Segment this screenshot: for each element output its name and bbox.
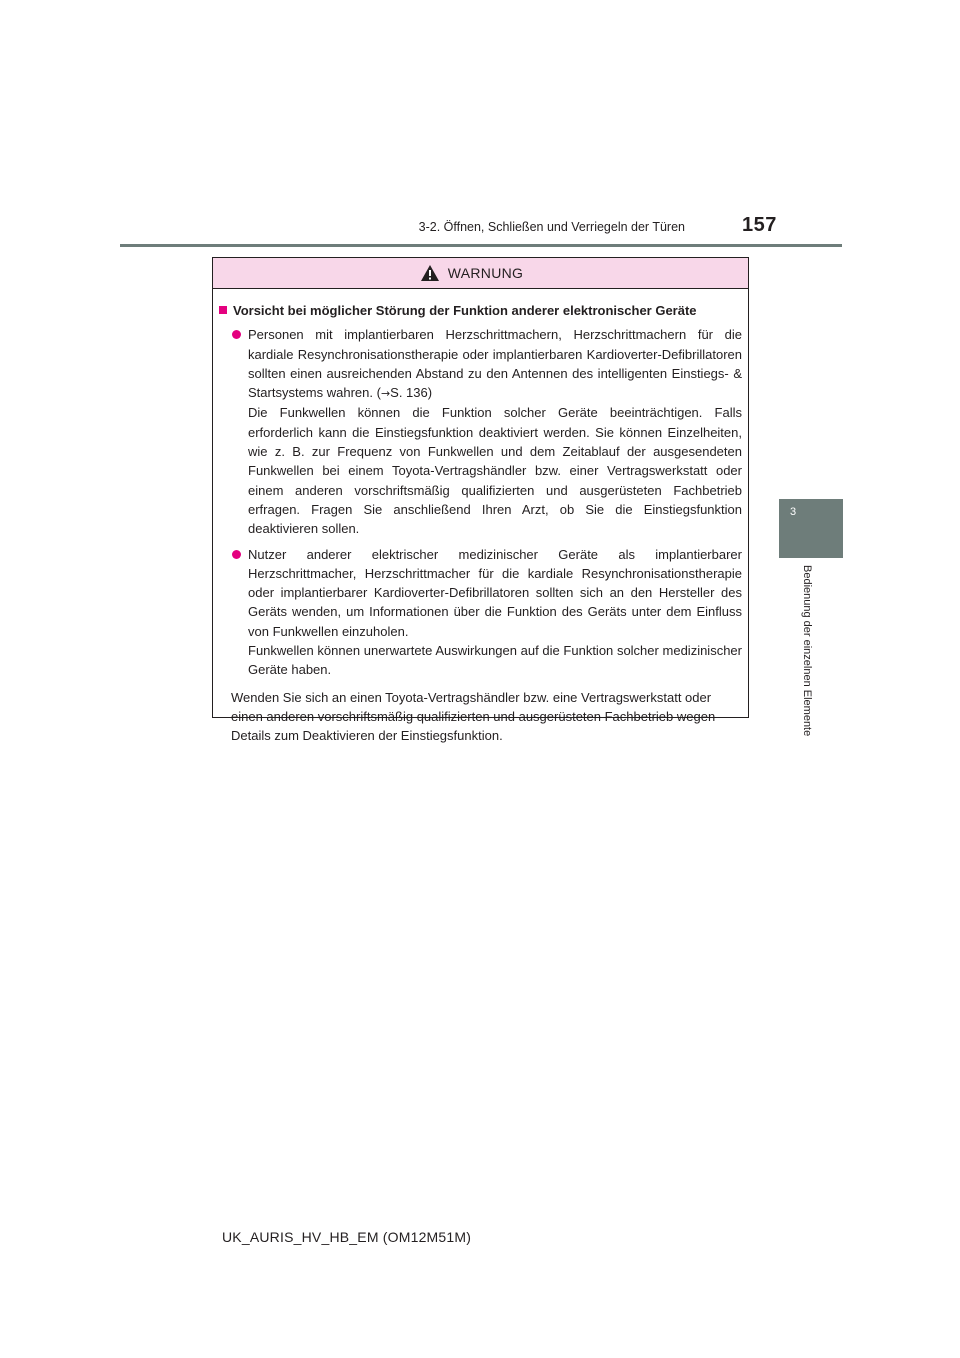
header-divider bbox=[120, 244, 842, 247]
chapter-tab bbox=[779, 499, 843, 558]
page-reference: S. 136) bbox=[390, 385, 433, 401]
item-paragraph bbox=[248, 325, 742, 403]
dot-bullet-icon bbox=[232, 330, 241, 339]
item-paragraph: Funkwellen können unerwartete Auswirkungen auf die Funktion solcher medizinischer Geräte haben. bbox=[248, 643, 742, 678]
warning-header bbox=[213, 258, 748, 289]
warning-body bbox=[213, 289, 748, 746]
chapter-title: Bedienung der einzelnen Elemente bbox=[801, 565, 813, 737]
item-paragraph: Die Funkwellen können die Funktion solcher Geräte beeinträchtigen. Falls erforderlich kann die Einstiegsfunktion deaktiviert werden. Sie können Einzelheiten, wie z. B. zur Frequenz von Funkwellen und dem Zeitablauf der ausgesendeten Funkwellen bei einem Toyota-Vertragshändler bzw. einer Vertragswerkstatt oder einem anderen vorschriftsmäßig qualifizierten und ausgerüsteten Fachbetrieb erfragen. Fragen Sie anschließend Ihren Arzt, ob Sie die Einstiegsfunktion deaktivieren sollen. bbox=[248, 405, 742, 537]
warning-triangle-icon bbox=[420, 264, 440, 282]
chapter-number: 3 bbox=[790, 506, 797, 518]
closing-note: Wenden Sie sich an einen Toyota-Vertragshändler bzw. eine Vertragswerkstatt oder einen anderen vorschriftsmäßig qualifizierten und ausgerüsteten Fachbetrieb wegen Details zum Deaktivieren der Einstiegsfunktion. bbox=[231, 689, 716, 744]
item-text-before-arrow: Personen mit implantierbaren Herzschrittmachern, Herzschrittmachern für die kardiale Resynchronisationstherapie oder implantierbaren Kardioverter-Defibrillatoren sollten einen ausreichenden Abstand zu den Antennen des intelligenten Einstiegs- & Startsystems wahren. ( bbox=[248, 327, 742, 401]
list-item bbox=[219, 325, 742, 538]
square-bullet-icon bbox=[219, 306, 227, 314]
running-header-section-title: 3-2. Öffnen, Schließen und Verriegeln der Türen bbox=[418, 220, 685, 234]
section-heading bbox=[219, 301, 742, 320]
list-item bbox=[219, 545, 742, 680]
section-heading-text: Vorsicht bei möglicher Störung der Funktion anderer elektronischer Geräte bbox=[233, 303, 697, 318]
document-code: UK_AURIS_HV_HB_EM (OM12M51M) bbox=[222, 1229, 472, 1245]
arrow-right-icon: → bbox=[380, 387, 391, 401]
warning-title: WARNUNG bbox=[447, 265, 524, 281]
item-paragraph: Nutzer anderer elektrischer medizinischer Geräte als implantierbarer Herzschrittmacher, Herzschrittmacher für die kardiale Resynchronisationstherapie oder implantierbarer Kardioverter-Defibrillatoren sollten sich an den Hersteller des Geräts wenden, um Informationen über die Funktion des Geräts unter dem Einfluss von Funkwellen einzuholen. bbox=[248, 546, 742, 639]
page-number: 157 bbox=[742, 214, 777, 236]
dot-bullet-icon bbox=[232, 550, 241, 559]
list-item-text bbox=[248, 545, 742, 680]
list-item-text bbox=[248, 325, 742, 538]
warning-box bbox=[212, 257, 749, 744]
